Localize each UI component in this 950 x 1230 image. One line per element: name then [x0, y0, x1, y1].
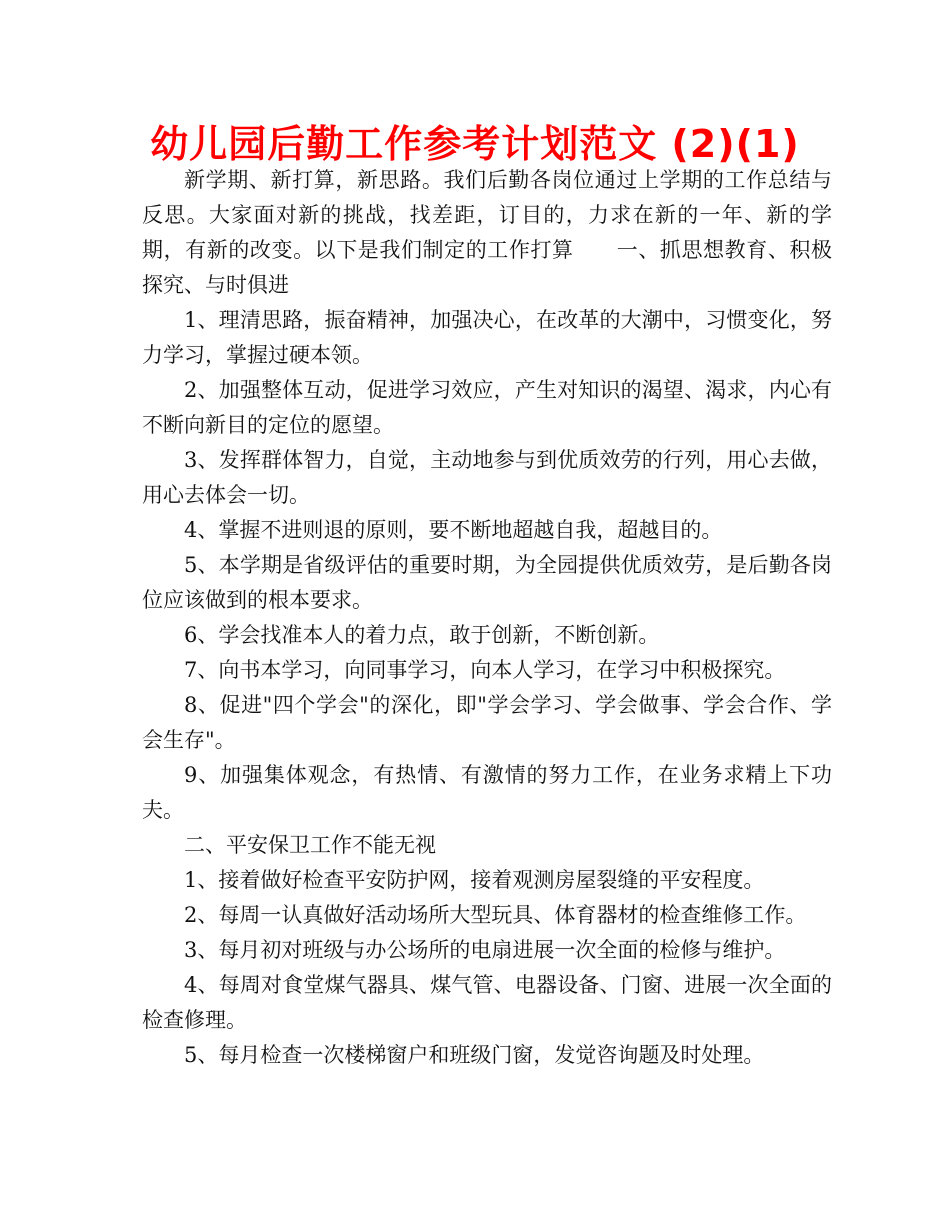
- paragraph-item-4: 4、掌握不进则退的原则，要不断地超越自我，超越目的。: [184, 518, 723, 542]
- paragraph-safety-2: 2、每周一认真做好活动场所大型玩具、体育器材的检查维修工作。: [184, 903, 807, 927]
- paragraph-safety-3: 3、每月初对班级与办公场所的电扇进展一次全面的检修与维护。: [184, 938, 786, 962]
- document-body: [142, 163, 832, 1073]
- paragraph-item-7: 7、向书本学习，向同事学习，向本人学习，在学习中积极探究。: [184, 658, 786, 682]
- paragraph-intro: 新学期、新打算，新思路。我们后勤各岗位通过上学期的工作总结与反思。大家面对新的挑战，找差距，订目的，力求在新的一年、新的学期，有新的改变。以下是我们制定的工作打算 一、抓思想教育、积极探究、与时俱进: [142, 168, 832, 297]
- paragraph-item-6: 6、学会找准本人的着力点，敢于创新，不断创新。: [184, 623, 660, 647]
- section-heading-safety: 二、平安保卫工作不能无视: [184, 833, 436, 857]
- paragraph-item-1: 1、理清思路，振奋精神，加强决心，在改革的大潮中，习惯变化，努力学习，掌握过硬本领。: [142, 308, 832, 367]
- paragraph-safety-1: 1、接着做好检查平安防护网，接着观测房屋裂缝的平安程度。: [184, 868, 765, 892]
- document-title: 幼儿园后勤工作参考计划范文 (2)(1): [150, 122, 800, 166]
- paragraph-safety-4: 4、每周对食堂煤气器具、煤气管、电器设备、门窗、进展一次全面的检查修理。: [142, 973, 832, 1032]
- paragraph-item-9: 9、加强集体观念，有热情、有激情的努力工作，在业务求精上下功夫。: [142, 763, 832, 822]
- paragraph-safety-5: 5、每月检查一次楼梯窗户和班级门窗，发觉咨询题及时处理。: [184, 1043, 765, 1067]
- paragraph-item-3: 3、发挥群体智力，自觉，主动地参与到优质效劳的行列，用心去做，用心去体会一切。: [142, 448, 832, 507]
- paragraph-item-5: 5、本学期是省级评估的重要时期，为全园提供优质效劳，是后勤各岗位应该做到的根本要求。: [142, 553, 832, 612]
- paragraph-item-8: 8、促进"四个学会"的深化，即"学会学习、学会做事、学会合作、学会生存"。: [142, 693, 832, 752]
- paragraph-item-2: 2、加强整体互动，促进学习效应，产生对知识的渴望、渴求，内心有不断向新目的定位的愿望。: [142, 378, 832, 437]
